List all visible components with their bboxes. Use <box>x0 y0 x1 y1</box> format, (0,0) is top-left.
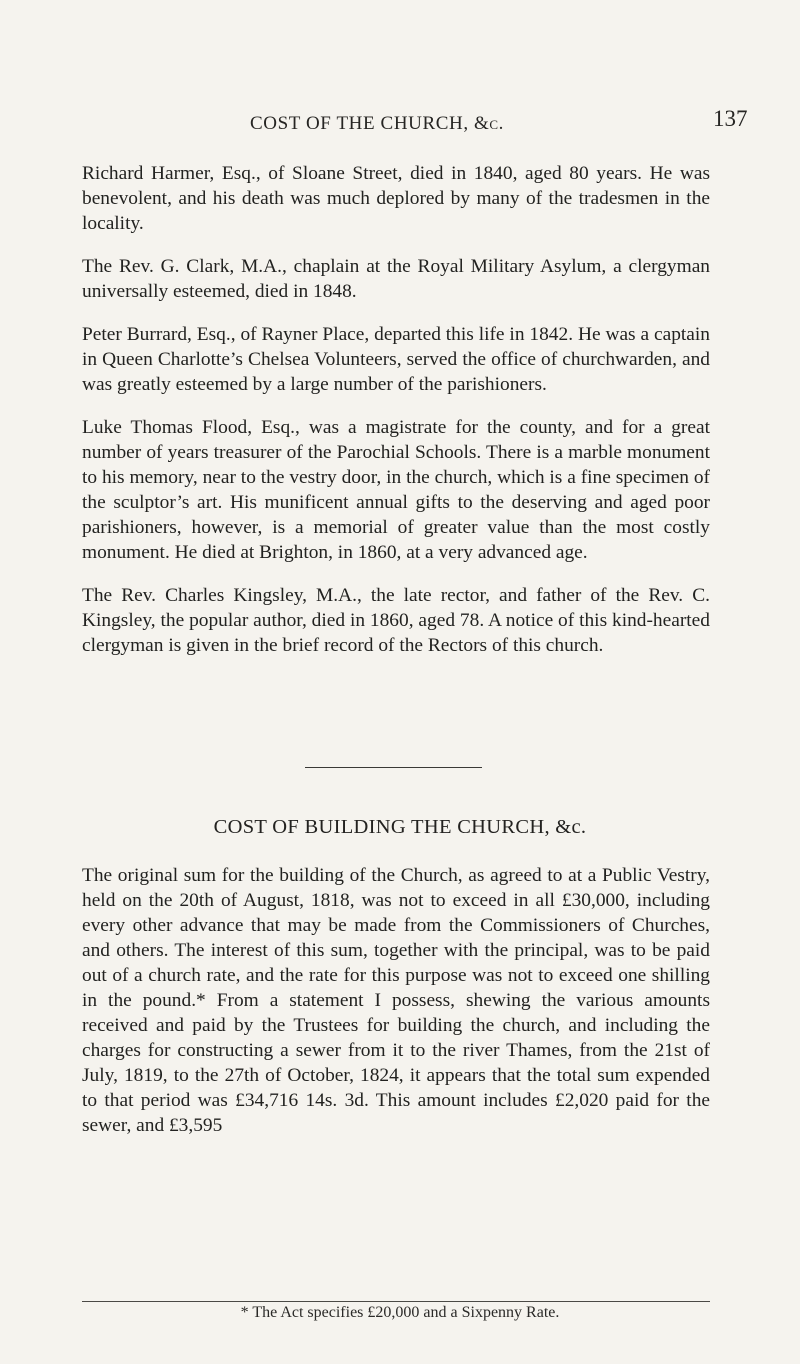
obituary-text <box>82 161 710 658</box>
section-heading: COST OF BUILDING THE CHURCH, &c. <box>213 816 587 838</box>
section-divider <box>305 767 482 768</box>
running-head: COST OF THE CHURCH, &c. <box>250 113 505 134</box>
cost-text <box>82 863 710 1138</box>
page-number: 137 <box>713 106 748 131</box>
paragraph-harmer: Richard Harmer, Esq., of Sloane Street, died in 1840, aged 80 years. He was benevolent, and his death was much deplored by many of the tradesmen in the locality. <box>82 163 710 234</box>
footnote-divider <box>82 1301 710 1302</box>
paragraph-cost: The original sum for the building of the Church, as agreed to at a Public Vestry, held on the 20th of August, 1818, was not to exceed in all £30,000, including every other advance that may be made from the Commissioners of Churches, and others. The interest of this sum, together with the principal, was to be paid out of a church rate, and the rate for this purpose was not to exceed one shilling in the pound.* From a statement I possess, shewing the various amounts received and paid by the Trustees for building the church, and including the charges for constructing a sewer from it to the river Thames, from the 21st of July, 1819, to the 27th of October, 1824, it appears that the total sum expended to that period was £34,716 14s. 3d. This amount includes £2,020 paid for the sewer, and £3,595 <box>82 865 710 1136</box>
paragraph-kingsley: The Rev. Charles Kingsley, M.A., the late rector, and father of the Rev. C. Kingsley, the popular author, died in 1860, aged 78. A notice of this kind-hearted clergyman is given in the brief record of the Rectors of this church. <box>82 585 710 656</box>
paragraph-burrard: Peter Burrard, Esq., of Rayner Place, departed this life in 1842. He was a captain in Queen Charlotte’s Chelsea Volunteers, served the office of churchwarden, and was greatly esteemed by a large number of the parishioners. <box>82 324 710 395</box>
paragraph-flood: Luke Thomas Flood, Esq., was a magistrate for the county, and for a great number of years treasurer of the Parochial Schools. There is a marble monument to his memory, near to the vestry door, in the church, which is a fine specimen of the sculptor’s art. His munificent annual gifts to the deserving and aged poor parishioners, however, is a memorial of greater value than the most costly monument. He died at Brighton, in 1860, at a very advanced age. <box>82 417 710 563</box>
footnote: * The Act specifies £20,000 and a Sixpenny Rate. <box>240 1304 560 1321</box>
paragraph-clark: The Rev. G. Clark, M.A., chaplain at the Royal Military Asylum, a clergyman universally esteemed, died in 1848. <box>82 256 710 302</box>
